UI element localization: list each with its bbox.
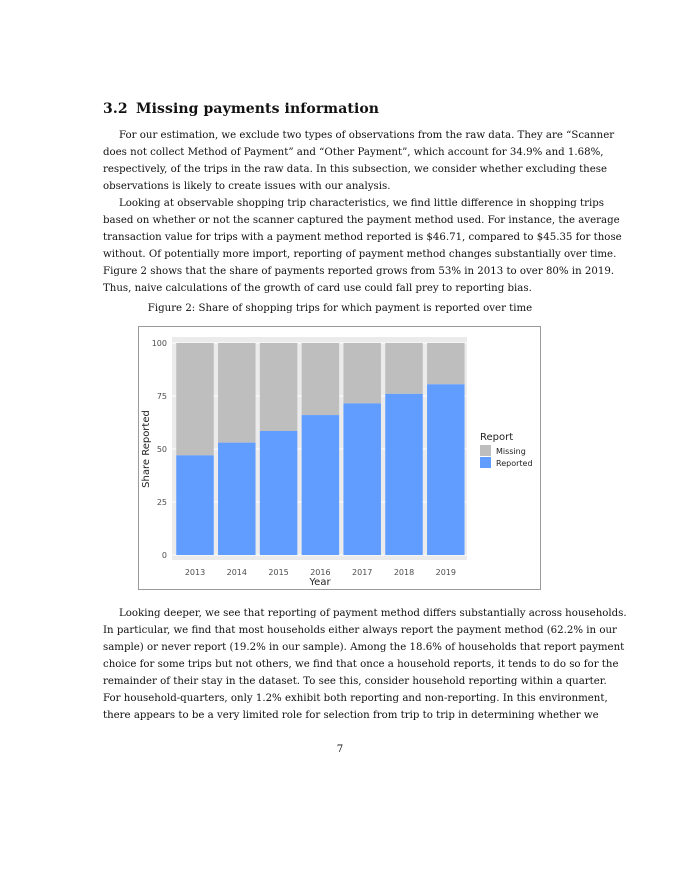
y-tick-label: 0: [161, 551, 167, 560]
paragraph-line: Thus, naive calculations of the growth of card use could fall prey to reporting bias.: [103, 283, 532, 294]
y-axis-label: Share Reported: [141, 410, 152, 488]
paragraph-line: Looking at observable shopping trip characteristics, we find little difference in shopping trips: [119, 198, 604, 209]
paragraph-line: based on whether or not the scanner captured the payment method used. For instance, the average: [103, 215, 620, 226]
paragraph-2: [103, 195, 622, 297]
bar-reported-2013: [176, 455, 214, 555]
paragraph-line: For our estimation, we exclude two types of observations from the raw data. They are “Scanner: [119, 130, 615, 141]
legend-label-missing: Missing: [496, 447, 526, 456]
x-tick-label: 2019: [435, 568, 456, 577]
paragraph-line: does not collect Method of Payment” and “Other Payment”, which account for 34.9% and 1.68%,: [103, 147, 604, 158]
bar-missing-2017: [343, 343, 381, 403]
bars: [176, 343, 464, 555]
y-tick-label: 75: [156, 392, 167, 401]
paragraph-line: Figure 2 shows that the share of payments reported grows from 53% in 2013 to over 80% in 2019.: [103, 266, 615, 277]
bar-reported-2017: [343, 403, 381, 555]
y-tick-label: 50: [156, 445, 167, 454]
page-number: 7: [336, 744, 344, 755]
legend-swatch-reported: [480, 457, 491, 468]
paragraph-1: [103, 127, 615, 195]
section-title: Missing payments information: [136, 101, 380, 117]
legend-swatch-missing: [480, 445, 491, 456]
paragraph-line: there appears to be a very limited role for selection from trip to trip in determining whether we: [103, 710, 599, 721]
bar-missing-2016: [302, 343, 340, 415]
x-tick-label: 2015: [268, 568, 289, 577]
bar-missing-2015: [260, 343, 298, 431]
y-tick-label: 100: [151, 339, 167, 348]
bar-reported-2018: [385, 394, 423, 555]
paragraph-line: remainder of their stay in the dataset. To see this, consider household reporting within a quarter.: [103, 676, 607, 687]
paragraph-line: In particular, we find that most households either always report the payment method (62.2% in our: [103, 625, 617, 636]
paragraph-line: observations is likely to create issues with our analysis.: [103, 181, 391, 192]
bar-missing-2018: [385, 343, 423, 394]
legend-label-reported: Reported: [496, 459, 533, 468]
paragraph-line: For household-quarters, only 1.2% exhibit both reporting and non-reporting. In this environment,: [103, 693, 608, 704]
paragraph-line: without. Of potentially more import, reporting of payment method changes substantially over time.: [103, 249, 617, 260]
x-tick-label: 2017: [352, 568, 373, 577]
paragraph-line: Looking deeper, we see that reporting of payment method differs substantially across households.: [119, 608, 627, 619]
section-number: 3.2: [103, 101, 128, 117]
paragraph-line: choice for some trips but not others, we find that once a household reports, it tends to do so for the: [103, 659, 619, 670]
chart-svg: [138, 326, 541, 590]
figure-2-chart: [138, 326, 541, 590]
bar-reported-2016: [302, 415, 340, 555]
bar-reported-2015: [260, 431, 298, 555]
bar-missing-2013: [176, 343, 214, 455]
legend-title: Report: [480, 432, 514, 443]
y-tick-label: 25: [156, 498, 167, 507]
x-tick-label: 2014: [226, 568, 247, 577]
x-tick-label: 2018: [393, 568, 415, 577]
x-axis-label: Year: [309, 577, 331, 588]
x-tick-label: 2016: [310, 568, 331, 577]
figure-caption: Figure 2: Share of shopping trips for which payment is reported over time: [147, 303, 533, 314]
x-tick-label: 2013: [184, 568, 206, 577]
paragraph-line: sample) or never report (19.2% in our sample). Among the 18.6% of households that report payment: [103, 642, 625, 653]
bar-reported-2014: [218, 443, 256, 555]
bar-missing-2019: [427, 343, 465, 384]
section-heading: [103, 101, 379, 117]
paragraph-3: [103, 605, 627, 724]
paragraph-line: transaction value for trips with a payment method reported is $46.71, compared to $45.35 for those: [103, 232, 622, 243]
paragraph-line: respectively, of the trips in the raw data. In this subsection, we consider whether excluding these: [103, 164, 608, 175]
bar-reported-2019: [427, 384, 465, 555]
bar-missing-2014: [218, 343, 256, 443]
